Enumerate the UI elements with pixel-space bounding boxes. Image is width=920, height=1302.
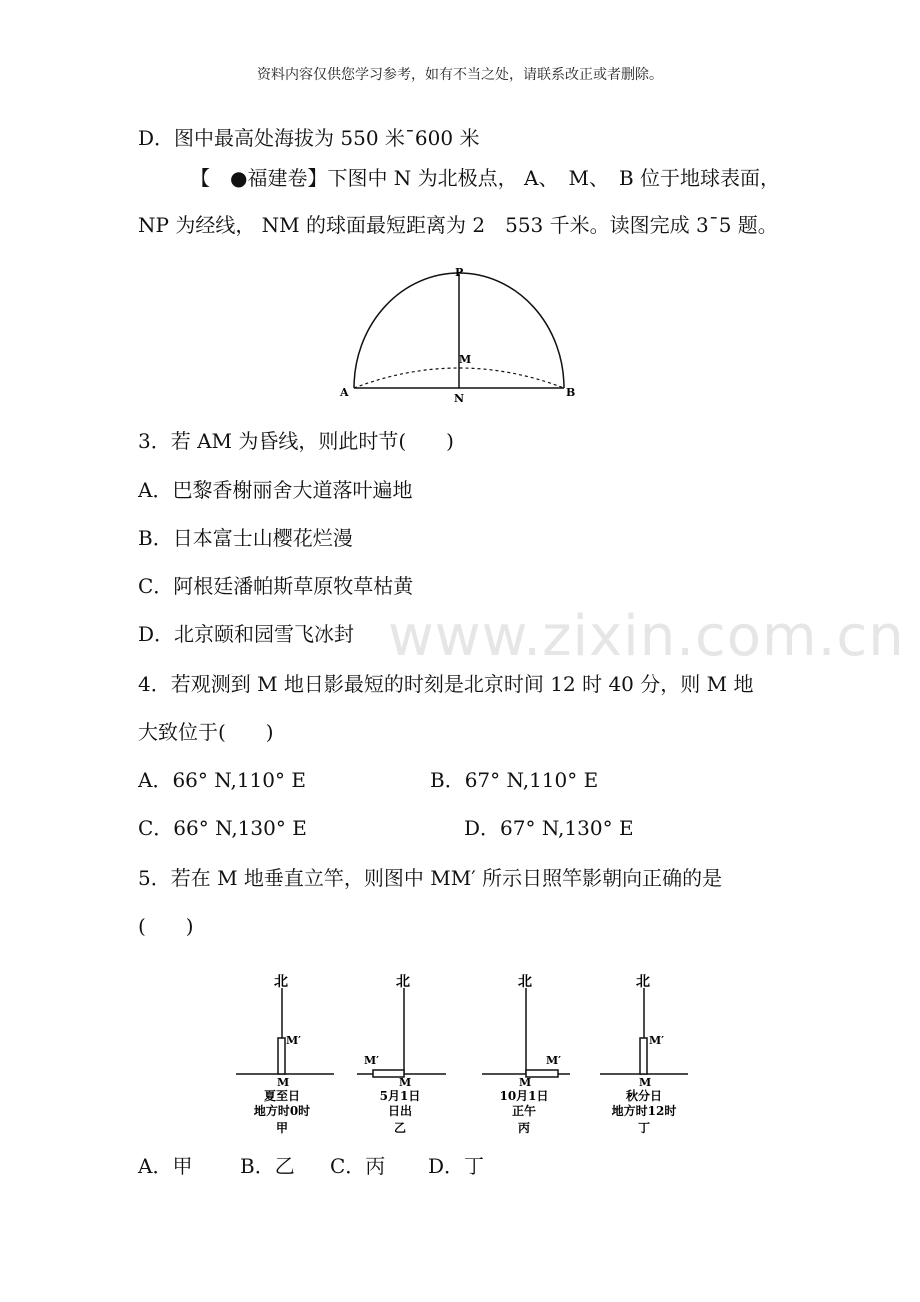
- panel-jia-mprime: M′: [286, 1034, 302, 1047]
- q4-option-a: A．66° N,110° E: [138, 768, 306, 792]
- panel-yi-mprime: M′: [364, 1054, 380, 1067]
- panel-bing-north: 北: [518, 974, 532, 990]
- panel-bing-m: M: [519, 1076, 532, 1089]
- figure-hemisphere-diagram: [330, 262, 590, 408]
- label-m: M: [459, 353, 472, 366]
- panel-ding-line3: 丁: [637, 1121, 651, 1135]
- q4-option-b: B．67° N,110° E: [430, 768, 599, 792]
- panel-bing-mprime: M′: [546, 1054, 562, 1067]
- panel-yi-line1: 5月1日: [379, 1089, 421, 1103]
- panel-bing-line2: 正午: [511, 1104, 537, 1118]
- panel-yi-north: 北: [396, 974, 410, 990]
- panel-yi-line2: 日出: [387, 1104, 413, 1118]
- label-p: P: [455, 266, 464, 279]
- panel-bing: [482, 974, 570, 1135]
- watermark: www.zixin.com.cn: [388, 604, 905, 669]
- prev-option-d: D．图中最高处海拔为 550 米¯600 米: [138, 126, 480, 150]
- q3-option-d: D．北京颐和园雪飞冰封: [138, 622, 355, 646]
- q3-stem: 3．若 AM 为昏线，则此时节( ): [138, 429, 454, 453]
- label-a: A: [340, 386, 349, 399]
- panel-ding-mprime: M′: [649, 1034, 665, 1047]
- panel-ding-m: M: [639, 1076, 652, 1089]
- panel-ding: [600, 974, 688, 1135]
- label-n: N: [454, 392, 465, 405]
- panel-yi: [357, 974, 446, 1135]
- panel-ding-line2: 地方时12时: [611, 1104, 677, 1118]
- panel-yi-line3: 乙: [393, 1121, 407, 1135]
- q5-stem-line-2: ( ): [138, 914, 194, 938]
- q4-stem-line-1: 4．若观测到 M 地日影最短的时刻是北京时间 12 时 40 分，则 M 地: [138, 672, 754, 696]
- panel-ding-north: 北: [636, 974, 650, 990]
- label-b: B: [566, 386, 576, 399]
- panel-ding-line1: 秋分日: [625, 1089, 663, 1103]
- q5-option-b: B．乙: [240, 1154, 295, 1178]
- figure-shadow-panels: [230, 966, 696, 1144]
- disclaimer-header: 资料内容仅供您学习参考，如有不当之处，请联系改正或者删除。: [257, 67, 663, 83]
- panel-jia-line3: 甲: [275, 1121, 289, 1135]
- q4-option-d: D．67° N,130° E: [464, 816, 634, 840]
- panel-jia: [236, 974, 334, 1135]
- q4-option-c: C．66° N,130° E: [138, 816, 307, 840]
- intro-line-1: 【 ●福建卷】下图中 N 为北极点， A、 M、 B 位于地球表面，: [190, 166, 780, 190]
- intro-line-2: NP 为经线， NM 的球面最短距离为 2 553 千米。读图完成 3¯5 题。: [138, 213, 778, 237]
- q5-option-d: D．丁: [428, 1154, 485, 1178]
- panel-ding-pole: [640, 1038, 647, 1074]
- q3-option-a: A．巴黎香榭丽舍大道落叶遍地: [138, 478, 413, 502]
- panel-bing-line1: 10月1日: [499, 1089, 549, 1103]
- panel-yi-m: M: [399, 1076, 412, 1089]
- q5-option-c: C．丙: [330, 1154, 386, 1178]
- panel-jia-line2: 地方时0时: [253, 1104, 311, 1118]
- q3-option-c: C．阿根廷潘帕斯草原牧草枯黄: [138, 574, 414, 598]
- panel-jia-line1: 夏至日: [263, 1089, 301, 1103]
- q4-stem-line-2: 大致位于( ): [138, 720, 274, 744]
- q5-option-a: A．甲: [138, 1154, 193, 1178]
- q3-option-b: B．日本富士山樱花烂漫: [138, 526, 353, 550]
- panel-jia-pole: [278, 1038, 285, 1074]
- panel-jia-m: M: [277, 1076, 290, 1089]
- q5-stem-line-1: 5．若在 M 地垂直立竿，则图中 MM′ 所示日照竿影朝向正确的是: [138, 866, 723, 890]
- panel-jia-north: 北: [274, 974, 288, 990]
- panel-bing-line3: 丙: [517, 1121, 531, 1135]
